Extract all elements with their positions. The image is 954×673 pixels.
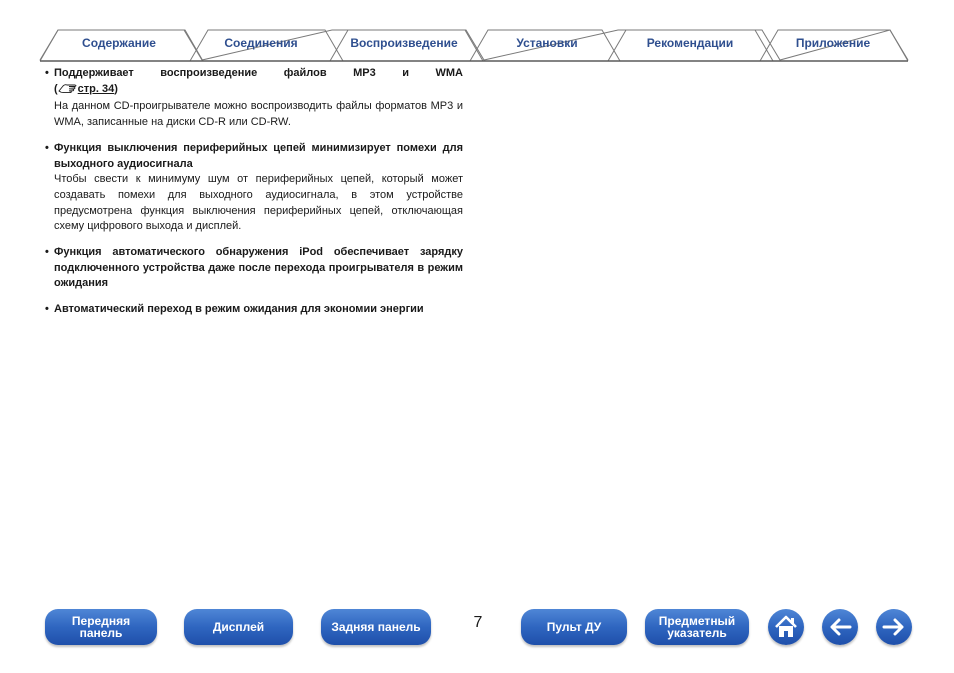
- feature-list: [45, 66, 463, 328]
- arrow-left-icon: [822, 609, 858, 645]
- arrow-right-icon: [876, 609, 912, 645]
- back-button[interactable]: [822, 609, 858, 645]
- front-panel-label-line2: панель: [79, 626, 123, 640]
- rear-panel-button[interactable]: [321, 609, 431, 645]
- tab-tips[interactable]: Рекомендации: [646, 36, 734, 50]
- feature-title: • Функция выключения периферийных цепей минимизирует помехи для выходного аудиосигнала: [45, 141, 463, 172]
- remote-label: Пульт ДУ: [546, 620, 602, 634]
- front-panel-label-line1: Передняя: [71, 614, 131, 628]
- rear-panel-label: Задняя панель: [331, 620, 421, 634]
- page-34-link[interactable]: стр. 34: [77, 82, 115, 95]
- pointing-hand-icon: [58, 83, 78, 100]
- home-icon: [768, 609, 804, 645]
- tab-connections[interactable]: Соединения: [224, 36, 298, 50]
- tab-contents[interactable]: Содержание: [82, 36, 156, 50]
- index-label-line1: Предметный: [658, 614, 736, 628]
- tab-appendix[interactable]: Приложение: [795, 36, 871, 50]
- tab-outline: [0, 0, 954, 64]
- index-label-line2: указатель: [667, 626, 727, 640]
- feature-title: • Поддерживает воспроизведение файлов MP3 и WMA: [45, 66, 463, 82]
- tab-playback[interactable]: Воспроизведение: [350, 36, 458, 50]
- feature-item-mp3-wma: [45, 66, 463, 131]
- forward-button[interactable]: [876, 609, 912, 645]
- tab-settings[interactable]: Установки: [516, 36, 578, 50]
- feature-title: • Функция автоматического обнаружения iPod обеспечивает зарядку подключенного устройства даже после перехода проигрывателя в режим ожидания: [45, 245, 463, 292]
- feature-title: • Автоматический переход в режим ожидания для экономии энергии: [45, 302, 463, 318]
- remote-control-button[interactable]: [521, 609, 627, 645]
- display-button[interactable]: [184, 609, 293, 645]
- feature-description: Чтобы свести к минимуму шум от периферийных цепей, который может создавать помехи для выходного аудиосигнала, в этом устройстве предусмотрена функция выключения периферийных цепей, отключающая схему цифрового выхода и дисплей.: [54, 173, 463, 233]
- feature-description: На данном CD-проигрывателе можно воспроизводить файлы форматов MP3 и WMA, записанные на диски CD-R или CD-RW.: [54, 100, 463, 129]
- display-label: Дисплей: [212, 620, 265, 634]
- feature-item-auto-standby: [45, 302, 463, 318]
- home-button[interactable]: [768, 609, 804, 645]
- page-number: 7: [473, 614, 483, 631]
- top-tab-bar: [0, 0, 954, 64]
- feature-item-peripheral-off: [45, 141, 463, 235]
- feature-item-ipod-detect: [45, 245, 463, 292]
- front-panel-button[interactable]: [45, 609, 157, 645]
- page-reference: ( стр. 34): [45, 82, 463, 100]
- index-button[interactable]: [645, 609, 749, 645]
